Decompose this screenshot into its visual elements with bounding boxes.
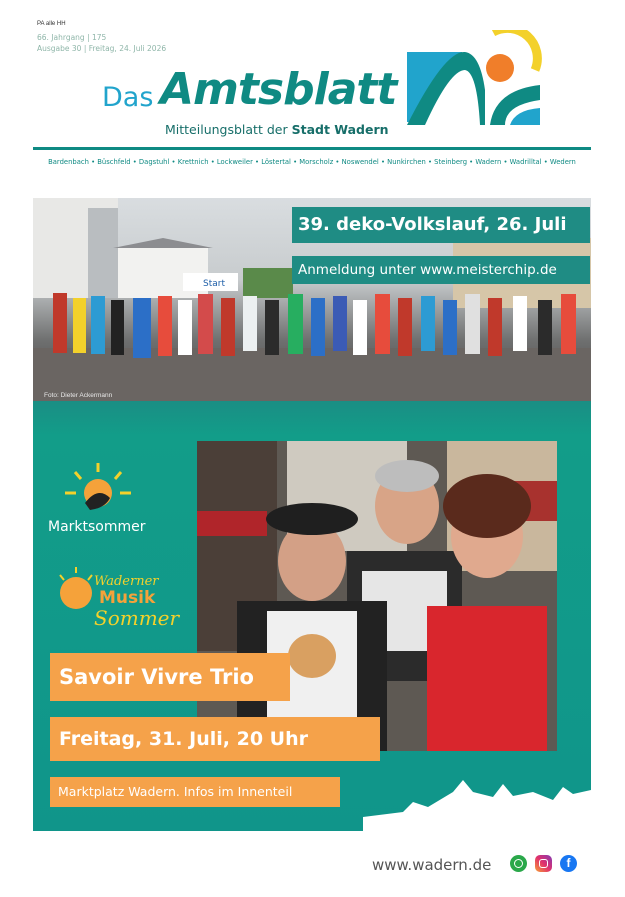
district-list: Bardenbach • Büschfeld • Dagstuhl • Krettnich • Lockweiler • Löstertal • Morscholz • Noswendel • Nunkirchen • Steinberg • Wadern • Wadrilltal • Wedern [48, 158, 576, 166]
marktsommer-label: Marktsommer [48, 519, 146, 535]
photo-credit: Foto: Dieter Ackermann [44, 392, 113, 399]
footer [33, 832, 591, 882]
subtitle [165, 122, 389, 137]
instagram-icon[interactable] [535, 855, 552, 872]
musik-line3: Sommer [94, 606, 180, 630]
volume-line: 66. Jahrgang | 175 [37, 33, 107, 42]
issue-line: Ausgabe 30 | Freitag, 24. Juli 2026 [37, 44, 167, 53]
event-date-banner: Freitag, 31. Juli, 20 Uhr [50, 717, 380, 761]
volkslauf-title-banner: 39. deko-Volkslauf, 26. Juli [292, 207, 590, 243]
band-name-banner: Savoir Vivre Trio [50, 653, 290, 701]
page-title: Amtsblatt [160, 64, 397, 115]
subtitle-city: Stadt Wadern [291, 122, 389, 137]
musik-sommer-logo [54, 563, 194, 633]
subtitle-prefix: Mitteilungsblatt der [165, 122, 288, 137]
header-rule [33, 147, 591, 150]
start-sign: Start [203, 279, 225, 289]
event-location-banner: Marktplatz Wadern. Infos im Innenteil [50, 777, 340, 807]
whatsapp-icon[interactable] [510, 855, 527, 872]
distribution-note: PA alle HH [37, 21, 66, 27]
musik-line2: Musik [99, 588, 156, 608]
city-skyline-silhouette [33, 772, 591, 832]
musik-line1: Waderner [94, 574, 159, 589]
facebook-icon[interactable]: f [560, 855, 577, 872]
city-logo [405, 30, 545, 140]
registration-banner: Anmeldung unter www.meisterchip.de [292, 256, 590, 284]
savoir-vivre-trio-photo [197, 441, 557, 751]
title-prefix: Das [102, 82, 154, 113]
website-link[interactable]: www.wadern.de [372, 856, 492, 874]
